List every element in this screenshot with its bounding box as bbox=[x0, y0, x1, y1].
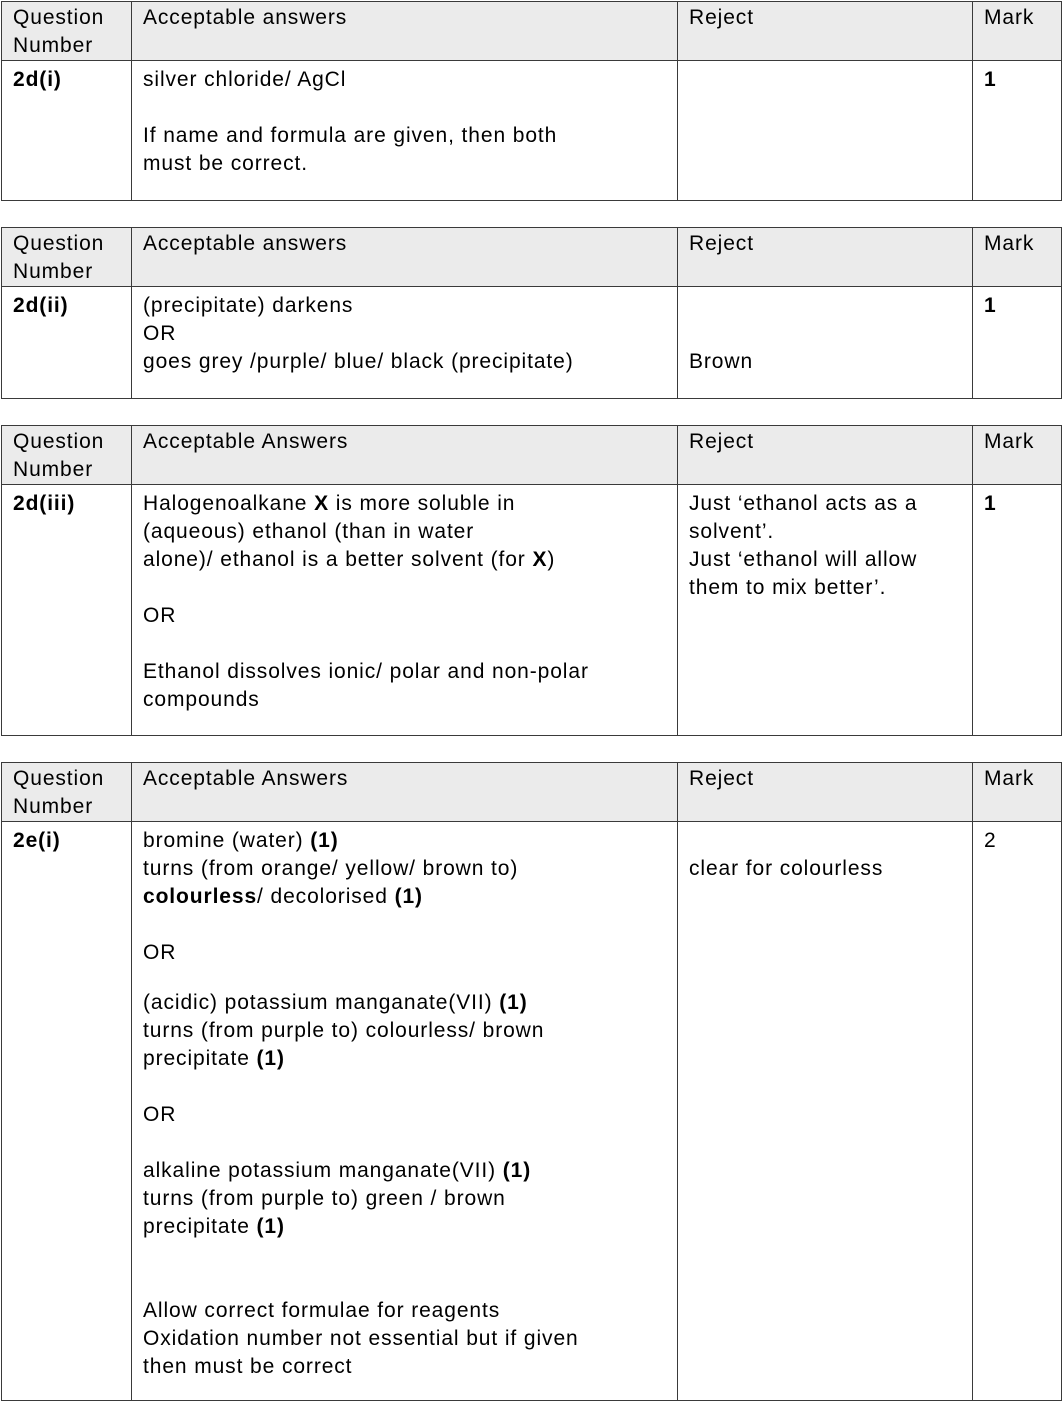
question-number: 2e(i) bbox=[2, 822, 132, 1401]
reject-line: Just ‘ethanol will allow bbox=[689, 548, 918, 571]
mark-cell: 1 bbox=[973, 61, 1062, 201]
answer-line: Allow correct formulae for reagents bbox=[143, 1299, 501, 1322]
reject-cell bbox=[678, 61, 973, 201]
header-acceptable-answers: Acceptable Answers bbox=[132, 426, 678, 485]
header-mark: Mark bbox=[973, 228, 1062, 287]
answer-line: compounds bbox=[143, 688, 260, 711]
answer-line: (precipitate) darkens bbox=[143, 294, 354, 317]
mark-cell: 1 bbox=[973, 485, 1062, 736]
header-row bbox=[2, 2, 1062, 61]
reject-line: them to mix better’. bbox=[689, 576, 887, 599]
header-question-number: Question Number bbox=[2, 2, 132, 61]
answer-line: bromine (water) (1) bbox=[143, 829, 339, 852]
reject-cell bbox=[678, 287, 973, 399]
reject-line: Just ‘ethanol acts as a bbox=[689, 492, 918, 515]
answer-line: then must be correct bbox=[143, 1355, 353, 1378]
header-acceptable-answers: Acceptable Answers bbox=[132, 763, 678, 822]
header-row bbox=[2, 763, 1062, 822]
answer-line: (acidic) potassium manganate(VII) (1) bbox=[143, 991, 528, 1014]
mark-cell: 1 bbox=[973, 287, 1062, 399]
header-mark: Mark bbox=[973, 426, 1062, 485]
mark-cell: 2 bbox=[973, 822, 1062, 1401]
reject-cell bbox=[678, 822, 973, 1401]
answer-row bbox=[2, 485, 1062, 736]
answer-line: OR bbox=[143, 941, 177, 964]
header-reject: Reject bbox=[678, 763, 973, 822]
header-question-number: Question Number bbox=[2, 426, 132, 485]
answer-line: If name and formula are given, then both bbox=[143, 124, 558, 147]
question-number: 2d(i) bbox=[2, 61, 132, 201]
header-row bbox=[2, 426, 1062, 485]
header-reject: Reject bbox=[678, 2, 973, 61]
header-row bbox=[2, 228, 1062, 287]
answer-line: must be correct. bbox=[143, 152, 308, 175]
answer-line: Oxidation number not essential but if given bbox=[143, 1327, 579, 1350]
reject-text: clear for colourless bbox=[689, 857, 884, 880]
answer-line: turns (from purple to) green / brown bbox=[143, 1187, 506, 1210]
answer-line: OR bbox=[143, 604, 177, 627]
answer-line: colourless/ decolorised (1) bbox=[143, 885, 423, 908]
answer-line: alkaline potassium manganate(VII) (1) bbox=[143, 1159, 532, 1182]
acceptable-answers-cell bbox=[132, 822, 678, 1401]
answer-row bbox=[2, 822, 1062, 1401]
acceptable-answers-cell bbox=[132, 485, 678, 736]
mark-scheme-table-2d-iii bbox=[1, 425, 1062, 736]
header-acceptable-answers: Acceptable answers bbox=[132, 2, 678, 61]
acceptable-answers-cell bbox=[132, 61, 678, 201]
header-mark: Mark bbox=[973, 763, 1062, 822]
answer-line: Ethanol dissolves ionic/ polar and non-polar bbox=[143, 660, 589, 683]
answer-line: turns (from purple to) colourless/ brown bbox=[143, 1019, 545, 1042]
answer-line: alone)/ ethanol is a better solvent (for X) bbox=[143, 548, 556, 571]
header-reject: Reject bbox=[678, 228, 973, 287]
answer-row bbox=[2, 287, 1062, 399]
mark-scheme-table-2d-i bbox=[1, 1, 1062, 201]
answer-line: Halogenoalkane X is more soluble in bbox=[143, 492, 516, 515]
answer-line: goes grey /purple/ blue/ black (precipitate) bbox=[143, 350, 574, 373]
header-reject: Reject bbox=[678, 426, 973, 485]
answer-line: OR bbox=[143, 322, 177, 345]
header-question-number: Question Number bbox=[2, 228, 132, 287]
header-mark: Mark bbox=[973, 2, 1062, 61]
reject-text: Brown bbox=[689, 350, 754, 373]
answer-line: turns (from orange/ yellow/ brown to) bbox=[143, 857, 519, 880]
answer-line: precipitate (1) bbox=[143, 1047, 285, 1070]
answer-line: precipitate (1) bbox=[143, 1215, 285, 1238]
answer-row bbox=[2, 61, 1062, 201]
header-question-number: Question Number bbox=[2, 763, 132, 822]
answer-line: silver chloride/ AgCl bbox=[143, 68, 347, 91]
question-number: 2d(ii) bbox=[2, 287, 132, 399]
answer-line: (aqueous) ethanol (than in water bbox=[143, 520, 475, 543]
acceptable-answers-cell bbox=[132, 287, 678, 399]
header-acceptable-answers: Acceptable answers bbox=[132, 228, 678, 287]
answer-line: OR bbox=[143, 1103, 177, 1126]
question-number: 2d(iii) bbox=[2, 485, 132, 736]
mark-scheme-table-2d-ii bbox=[1, 227, 1062, 399]
mark-scheme-table-2e-i bbox=[1, 762, 1062, 1401]
reject-line: solvent’. bbox=[689, 520, 775, 543]
reject-cell bbox=[678, 485, 973, 736]
